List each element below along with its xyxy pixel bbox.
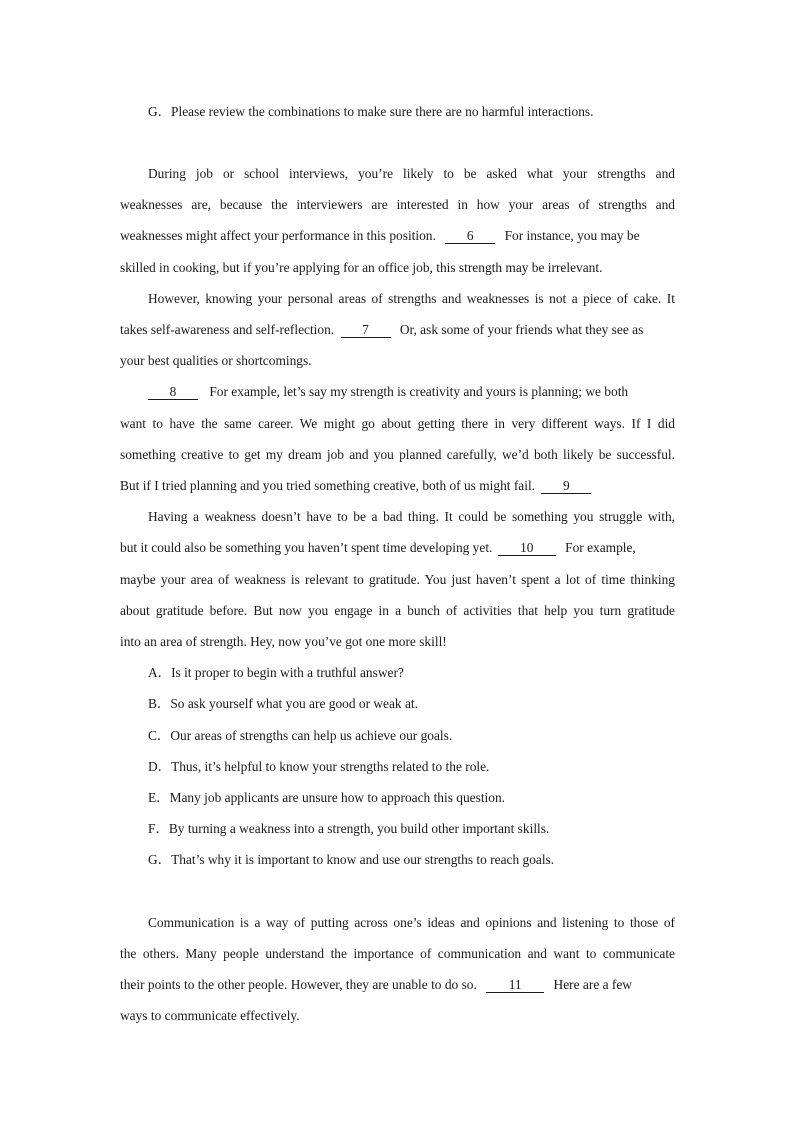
passage3-line4: ways to communicate effectively. bbox=[120, 1008, 300, 1023]
passage3-line3 bbox=[120, 975, 675, 995]
option-letter: G． bbox=[148, 852, 172, 867]
option-a bbox=[148, 663, 675, 683]
option-text: Many job applicants are unsure how to approach this question. bbox=[169, 790, 506, 805]
option-d bbox=[148, 757, 675, 777]
option-letter: F． bbox=[148, 821, 169, 836]
option-f bbox=[148, 819, 675, 839]
passage2-p3-line1 bbox=[148, 382, 675, 402]
blank-8: 8 bbox=[148, 384, 198, 400]
passage2-p3-line1-post: For example, let’s say my strength is creativity and yours is planning; we both bbox=[209, 384, 629, 399]
passage2-p4-line5: into an area of strength. Hey, now you’ve got one more skill! bbox=[120, 634, 447, 649]
blank-7: 7 bbox=[341, 322, 391, 338]
passage2-p2-line3: your best qualities or shortcomings. bbox=[120, 353, 312, 368]
option-letter: C． bbox=[148, 728, 171, 743]
passage2-p1-line3-pre: weaknesses might affect your performance in this position. bbox=[120, 228, 436, 243]
option-b bbox=[148, 694, 675, 714]
passage2-p1-line1: During job or school interviews, you’re likely to be asked what your strengths and bbox=[148, 166, 675, 181]
passage3-line1: Communication is a way of putting across one’s ideas and opinions and listening to those of bbox=[148, 915, 675, 930]
passage2-p4-line2-post: For example, bbox=[565, 540, 636, 555]
passage3-line3-post: Here are a few bbox=[553, 977, 632, 992]
option-e bbox=[148, 788, 675, 808]
option-g bbox=[148, 850, 675, 870]
option-letter: E． bbox=[148, 790, 170, 805]
passage3-line2: the others. Many people understand the importance of communication and want to communicate bbox=[120, 946, 675, 961]
passage2-p1-line4: skilled in cooking, but if you’re applying for an office job, this strength may be irrelevant. bbox=[120, 260, 603, 275]
passage2-p2-line2-post: Or, ask some of your friends what they see as bbox=[399, 322, 644, 337]
option-text: Is it proper to begin with a truthful answer? bbox=[171, 665, 404, 680]
option-text: Our areas of strengths can help us achieve our goals. bbox=[170, 728, 453, 743]
passage3-line3-pre: their points to the other people. However, they are unable to do so. bbox=[120, 977, 477, 992]
blank-9: 9 bbox=[541, 478, 591, 494]
option-c bbox=[148, 726, 675, 746]
passage2-p1-line3 bbox=[120, 226, 675, 246]
passage2-p2-line2 bbox=[120, 320, 675, 340]
previous-option-g: G．Please review the combinations to make sure there are no harmful interactions. bbox=[148, 104, 594, 119]
option-text: Thus, it’s helpful to know your strengths related to the role. bbox=[171, 759, 490, 774]
passage2-p3-line3: something creative to get my dream job and you planned carefully, we’d both likely be successful. bbox=[120, 447, 675, 462]
passage2-p4-line1: Having a weakness doesn’t have to be a bad thing. It could be something you struggle with, bbox=[148, 509, 675, 524]
option-text: So ask yourself what you are good or weak at. bbox=[170, 696, 418, 711]
passage2-p1-line3-post: For instance, you may be bbox=[504, 228, 640, 243]
passage2-p3-line2: want to have the same career. We might go about getting there in very different ways. If I did bbox=[120, 416, 675, 431]
passage2-p4-line2-pre: but it could also be something you haven’t spent time developing yet. bbox=[120, 540, 493, 555]
blank-11: 11 bbox=[486, 977, 544, 993]
passage2-p4-line4: about gratitude before. But now you engage in a bunch of activities that help you turn gratitude bbox=[120, 603, 675, 618]
option-letter: D． bbox=[148, 759, 172, 774]
passage2-p4-line3: maybe your area of weakness is relevant to gratitude. You just haven’t spent a lot of time thinking bbox=[120, 572, 675, 587]
blank-10: 10 bbox=[498, 540, 556, 556]
passage2-p1-line2: weaknesses are, because the interviewers are interested in how your areas of strengths and bbox=[120, 197, 675, 212]
option-text: By turning a weakness into a strength, you build other important skills. bbox=[168, 821, 550, 836]
blank-6: 6 bbox=[445, 228, 495, 244]
passage2-p2-line2-pre: takes self-awareness and self-reflection. bbox=[120, 322, 335, 337]
option-text: That’s why it is important to know and use our strengths to reach goals. bbox=[171, 852, 555, 867]
option-letter: B． bbox=[148, 696, 171, 711]
passage2-p2-line1: However, knowing your personal areas of strengths and weaknesses is not a piece of cake. It bbox=[148, 291, 675, 306]
passage2-p4-line2 bbox=[120, 538, 675, 558]
passage2-p3-line4 bbox=[120, 476, 675, 496]
passage2-p3-line4-pre: But if I tried planning and you tried something creative, both of us might fail. bbox=[120, 478, 536, 493]
option-letter: A． bbox=[148, 665, 172, 680]
